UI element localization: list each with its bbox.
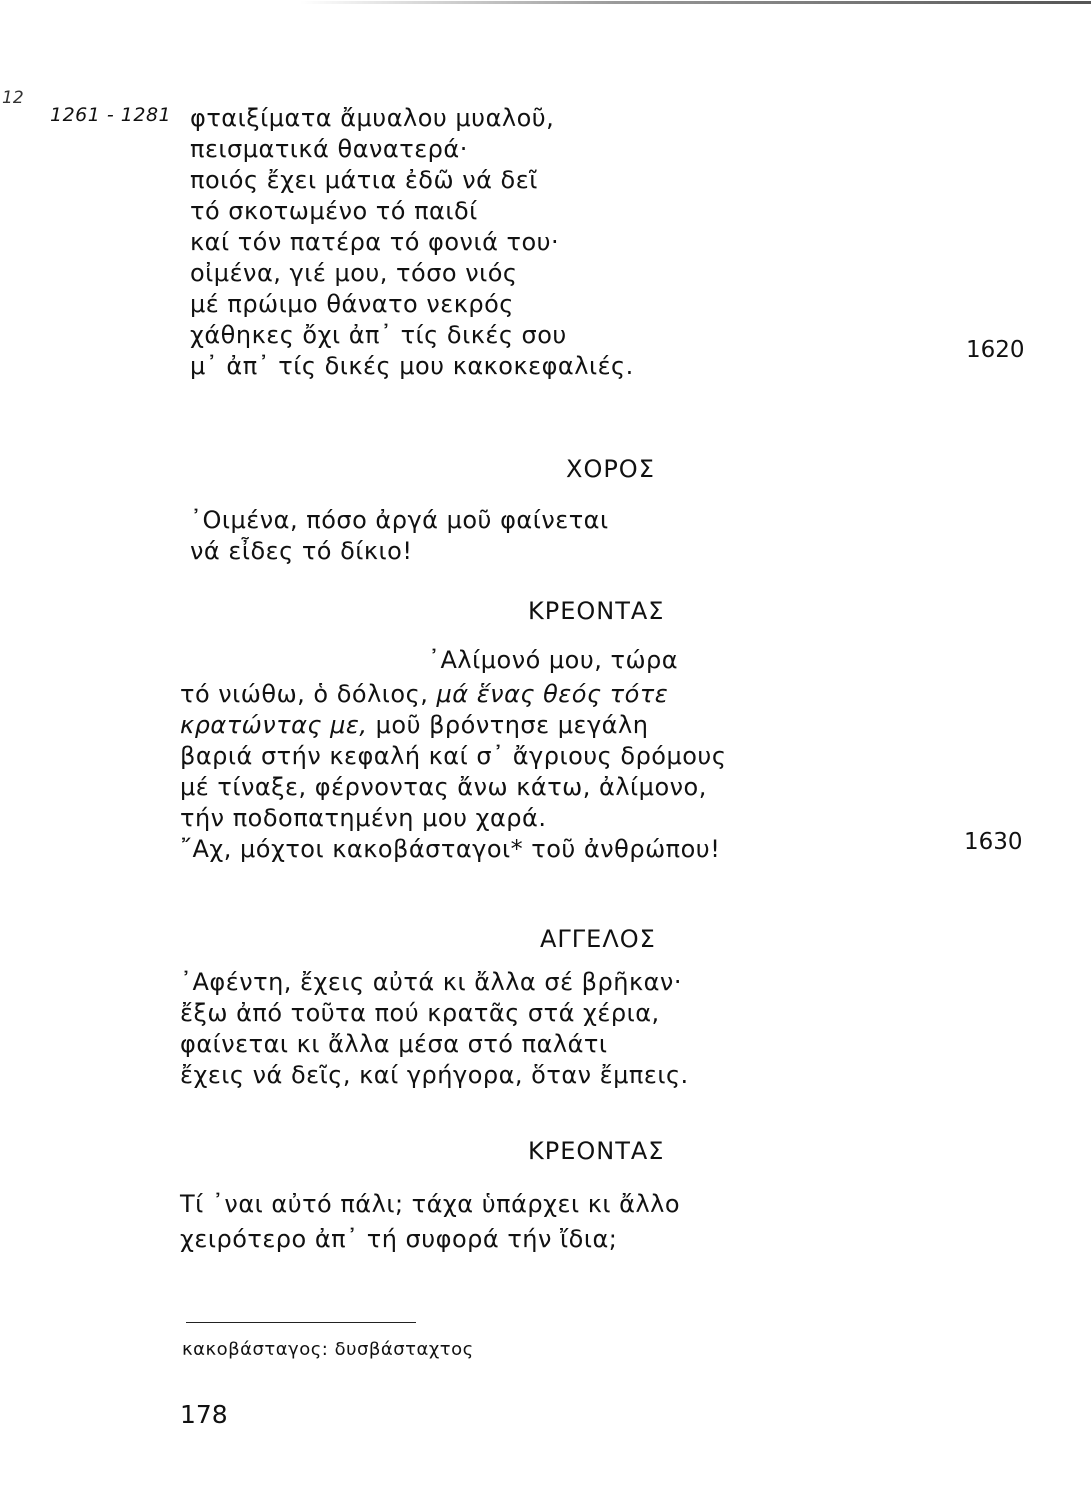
verse-line: οἰμένα, γιέ μου, τόσο νιός: [190, 259, 518, 287]
corner-mark: 12: [2, 88, 24, 108]
verse-line: ᾽Αφέντη, ἔχεις αὐτά κι ἄλλα σέ βρῆκαν·: [180, 968, 682, 996]
verse-line: ᾽Αλίμονό μου, τώρα: [428, 646, 679, 674]
passage-1: [190, 103, 634, 382]
passage-5: [180, 1189, 680, 1255]
verse-line: νά εἶδες τό δίκιο!: [190, 537, 413, 565]
verse-line: μ᾽ ἀπ᾽ τίς δικές μου κακοκεφαλιές.: [190, 352, 634, 380]
verse-line: [180, 679, 726, 710]
verse-line: μέ πρώιμο θάνατο νεκρός: [190, 290, 514, 318]
speaker-heading: ΑΓΓΕΛΟΣ: [540, 925, 656, 953]
verse-text: τό νιώθω, ὁ δόλιος,: [180, 680, 437, 708]
footnote-separator: [186, 1322, 416, 1323]
verse-line: φαίνεται κι ἄλλα μέσα στό παλάτι: [180, 1030, 608, 1058]
verse-line: Τί ᾽ναι αὐτό πάλι; τάχα ὑπάρχει κι ἄλλο: [180, 1190, 681, 1218]
speaker-heading: ΚΡΕΟΝΤΑΣ: [528, 1137, 665, 1165]
verse-line: τό σκοτωμένο τό παιδί: [190, 197, 478, 225]
verse-range-reference: 1261 - 1281: [50, 104, 172, 126]
passage-2: [190, 505, 609, 567]
top-edge-rule: [300, 1, 1091, 4]
speaker-heading: ΧΟΡΟΣ: [566, 455, 655, 483]
italic-verse-text: κρατώντας με,: [180, 711, 368, 739]
verse-line: ποιός ἔχει μάτια ἐδῶ νά δεῖ: [190, 166, 538, 194]
passage-3: [180, 679, 726, 865]
verse-line: μέ τίναξε, φέρνοντας ἄνω κάτω, ἀλίμονο,: [180, 773, 707, 801]
verse-line: ἔχεις νά δεῖς, καί γρήγορα, ὅταν ἔμπεις.: [180, 1061, 689, 1089]
passage-4: [180, 967, 689, 1091]
footnote: κακοβάσταγος: δυσβάσταχτος: [182, 1339, 474, 1360]
line-number-1620: 1620: [966, 337, 1025, 363]
verse-line: ῎Αχ, μόχτοι κακοβάσταγοι* τοῦ ἀνθρώπου!: [180, 835, 721, 863]
verse-line: καί τόν πατέρα τό φονιά του·: [190, 228, 560, 256]
page-number: 178: [180, 1400, 228, 1429]
verse-line: χάθηκες ὄχι ἀπ᾽ τίς δικές σου: [190, 321, 567, 349]
verse-line: χειρότερο ἀπ᾽ τή συφορά τήν ἴδια;: [180, 1225, 618, 1253]
verse-line: ᾽Οιμένα, πόσο ἀργά μοῦ φαίνεται: [190, 506, 609, 534]
speaker-heading: ΚΡΕΟΝΤΑΣ: [528, 597, 665, 625]
verse-text: μοῦ βρόντησε μεγάλη: [367, 711, 649, 739]
verse-line: [180, 710, 726, 741]
verse-line: φταιξίματα ἄμυαλου μυαλοῦ,: [190, 104, 555, 132]
italic-verse-text: μά ἕνας θεός τότε: [436, 680, 669, 708]
verse-line: πεισματικά θανατερά·: [190, 135, 468, 163]
verse-line: βαριά στήν κεφαλή καί σ᾽ ἄγριους δρόμους: [180, 742, 727, 770]
verse-line: τήν ποδοπατημένη μου χαρά.: [180, 804, 547, 832]
verse-line: ἔξω ἀπό τοῦτα πού κρατᾶς στά χέρια,: [180, 999, 660, 1027]
line-number-1630: 1630: [964, 829, 1023, 855]
